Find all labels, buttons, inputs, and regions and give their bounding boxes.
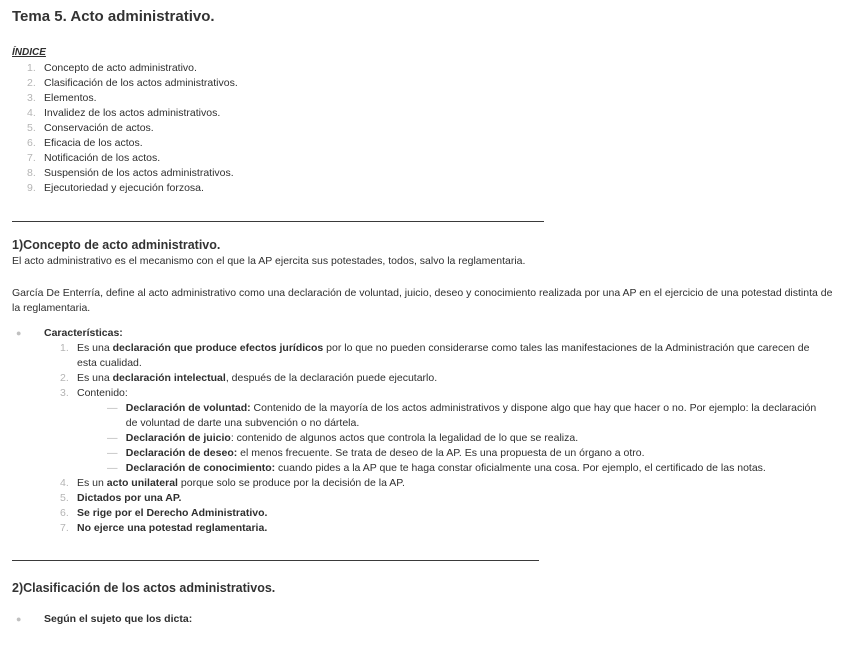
index-item[interactable]: 7. Notificación de los actos. [27, 152, 161, 164]
dash-icon: — [107, 402, 118, 414]
list-item: 3. Contenido: — Declaración de voluntad: Contenido de la mayoría de los actos administrativos y dispone algo que hay que hacer o no. Por ejemplo: la declaración de voluntad de darte una subvención o no dártela. — Declaración de juicio: contenido de algunos actos que controla la legalidad de lo que se realiza. — Declaración de deseo: el menos frecuente. Se trata de deseo de la AP. Es una propuesta de un órgano a otro. — Declaración de conocimiento: cuando pides a la AP que te haga constar oficialmente una cosa. Por ejemplo, el certificado de las notas. [60, 387, 817, 474]
index-item[interactable]: 5. Conservación de actos. [27, 122, 154, 134]
contenido-item: — Declaración de conocimiento: cuando pides a la AP que te haga constar oficialmente una cosa. Por ejemplo, el certificado de las notas. [107, 462, 766, 474]
contenido-item: — Declaración de juicio: contenido de algunos actos que controla la legalidad de lo que se realiza. [107, 432, 579, 444]
contenido-list [107, 401, 817, 476]
list-item: 5. Dictados por una AP. [60, 492, 182, 504]
bullet-item [12, 612, 836, 627]
index-item[interactable]: 9. Ejecutoriedad y ejecución forzosa. [27, 182, 204, 194]
index-item[interactable]: 1. Concepto de acto administrativo. [27, 62, 197, 74]
index-item[interactable]: 3. Elementos. [27, 92, 97, 104]
index-heading: ÍNDICE [12, 47, 46, 58]
index-item[interactable]: 2. Clasificación de los actos administrativos. [27, 77, 238, 89]
section-1-paragraph: El acto administrativo es el mecanismo con el que la AP ejercita sus potestades, todos, salvo la reglamentaria. [12, 255, 526, 267]
contenido-item: — Declaración de deseo: el menos frecuente. Se trata de deseo de la AP. Es una propuesta de un órgano a otro. [107, 447, 645, 459]
horizontal-rule [12, 549, 539, 561]
list-item: 4. Es un acto unilateral porque solo se produce por la decisión de la AP. [60, 477, 405, 489]
dash-icon: — [107, 447, 118, 459]
characteristics-block [12, 326, 836, 536]
characteristics-label: Características: [44, 327, 123, 339]
bullet-icon: ● [16, 328, 22, 338]
list-item: 7. No ejerce una potestad reglamentaria. [60, 522, 268, 534]
section-1-heading: 1)Concepto de acto administrativo. [12, 238, 221, 252]
bullet-item [12, 326, 836, 341]
contenido-item: — Declaración de voluntad: Contenido de la mayoría de los actos administrativos y dispone algo que hay que hacer o no. Por ejemplo: la declaración de voluntad de darte una subvención o no dártela. [107, 402, 817, 429]
index-list [12, 61, 836, 196]
characteristics-list [60, 341, 836, 536]
dash-icon: — [107, 462, 118, 474]
list-item: 6. Se rige por el Derecho Administrativo. [60, 507, 268, 519]
list-item: 2. Es una declaración intelectual, después de la declaración puede ejecutarlo. [60, 372, 438, 384]
section-2-heading: 2)Clasificación de los actos administrativos. [12, 581, 276, 595]
bullet-icon: ● [16, 614, 22, 624]
index-item[interactable]: 4. Invalidez de los actos administrativos. [27, 107, 221, 119]
index-item[interactable]: 8. Suspensión de los actos administrativos. [27, 167, 234, 179]
section-1-definition-paragraph: García De Enterría, define al acto administrativo como una declaración de voluntad, juicio, deseo y conocimiento realizada por una AP en el ejercicio de una potestad distinta de la reglamentaria. [12, 287, 833, 314]
document-title: Tema 5. Acto administrativo. [12, 8, 215, 25]
dash-icon: — [107, 432, 118, 444]
index-item[interactable]: 6. Eficacia de los actos. [27, 137, 143, 149]
horizontal-rule [12, 210, 544, 222]
subject-criteria-label: Según el sujeto que los dicta: [44, 613, 193, 625]
list-item: 1. Es una declaración que produce efectos jurídicos por lo que no pueden considerarse como tales las manifestaciones de la Administración que carecen de esta cualidad. [60, 342, 810, 369]
